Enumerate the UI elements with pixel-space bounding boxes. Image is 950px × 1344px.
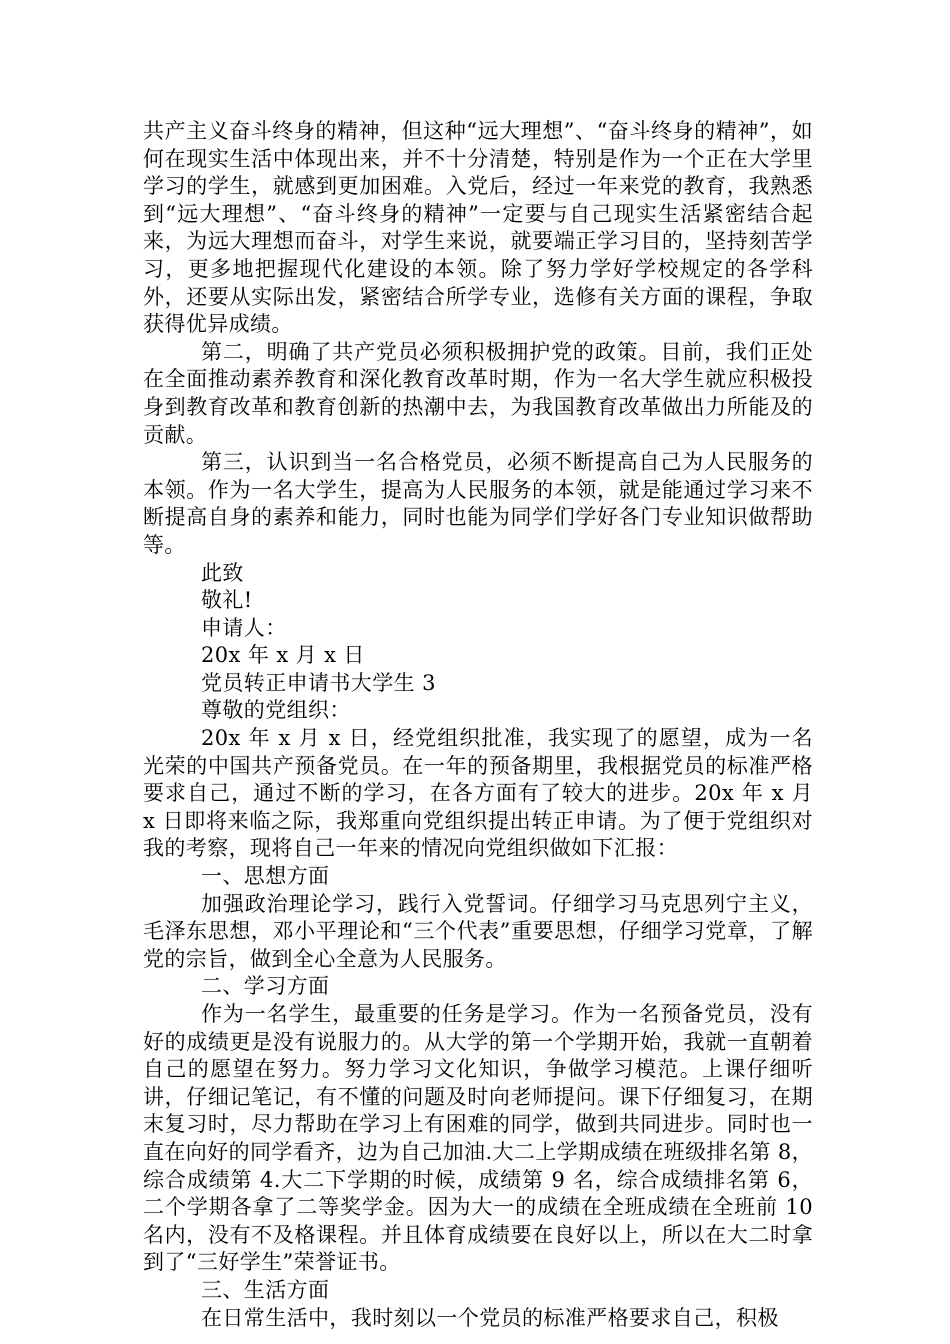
heading-thought: 一、思想方面 (201, 864, 330, 889)
section-title: 党员转正申请书大学生 3 (201, 670, 436, 695)
closing-regards: 敬礼! (201, 588, 253, 613)
paragraph-thought: 加强政治理论学习，践行入党誓词。仔细学习马克思列宁主义，毛泽东思想，邓小平理论和“三个代表”重要思想，仔细学习党章，了解党的宗旨，做到全心全意为人民服务。 (143, 891, 813, 971)
applicant-label: 申请人： (201, 615, 287, 640)
paragraph-second-point: 第二，明确了共产党员必须积极拥护党的政策。目前，我们正处在全面推动素养教育和深化教育改革时期，作为一名大学生就应积极投身到教育改革和教育创新的热潮中去，为我国教育改革做出力所能及的贡献。 (143, 339, 813, 447)
paragraph-third-point: 第三，认识到当一名合格党员，必须不断提高自己为人民服务的本领。作为一名大学生，提高为人民服务的本领，就是能通过学习来不断提高自身的素养和能力，同时也能为同学们学好各门专业知识做帮助等。 (143, 450, 813, 557)
closing-salutation: 此致 (201, 560, 244, 585)
heading-life: 三、生活方面 (201, 1277, 330, 1302)
document-body (143, 118, 813, 1332)
paragraph-study: 作为一名学生，最重要的任务是学习。作为一名预备党员，没有好的成绩更是没有说服力的。从大学的第一个学期开始，我就一直朝着自己的愿望在努力。努力学习文化知识，争做学习模范。上课仔细听讲，仔细记笔记，有不懂的问题及时向老师提问。课下仔细复习，在期末复习时，尽力帮助在学习上有困难的同学，做到共同进步。同时也一直在向好的同学看齐，边为自己加油.大二上学期成绩在班级排名第 8，综合成绩第 4.大二下学期的时候，成绩第 9 名，综合成绩排名第 6，二个学期各拿了二等奖学金。因为大一的成绩在全班成绩在全班前 10 名内，没有不及格课程。并且体育成绩要在良好以上，所以在大二时拿到了“三好学生”荣誉证书。 (143, 1002, 813, 1275)
paragraph-ideal: 共产主义奋斗终身的精神，但这种“远大理想”、“奋斗终身的精神”，如何在现实生活中体现出来，并不十分清楚，特别是作为一个正在大学里学习的学生，就感到更加困难。入党后，经过一年来党的教育，我熟悉到“远大理想”、“奋斗终身的精神”一定要与自己现实生活紧密结合起来，为远大理想而奋斗，对学生来说，就要端正学习目的，坚持刻苦学习，更多地把握现代化建设的本领。除了努力学好学校规定的各学科外，还要从实际出发，紧密结合所学专业，选修有关方面的课程，争取获得优异成绩。 (143, 119, 813, 337)
paragraph-intro: 20x 年 x 月 x 日，经党组织批准，我实现了的愿望，成为一名光荣的中国共产预备党员。在一年的预备期里，我根据党员的标准严格要求自己，通过不断的学习，在各方面有了较大的进步。20x 年 x 月 x 日即将来临之际，我郑重向党组织提出转正申请。为了便于党组织对我的考察，现将自己一年来的情况向党组织做如下汇报： (143, 726, 813, 861)
paragraph-life: 在日常生活中，我时刻以一个党员的标准严格要求自己，积极 (201, 1305, 779, 1330)
date-line: 20x 年 x 月 x 日 (201, 643, 365, 668)
heading-study: 二、学习方面 (201, 974, 330, 999)
greeting: 尊敬的党组织： (201, 698, 351, 723)
